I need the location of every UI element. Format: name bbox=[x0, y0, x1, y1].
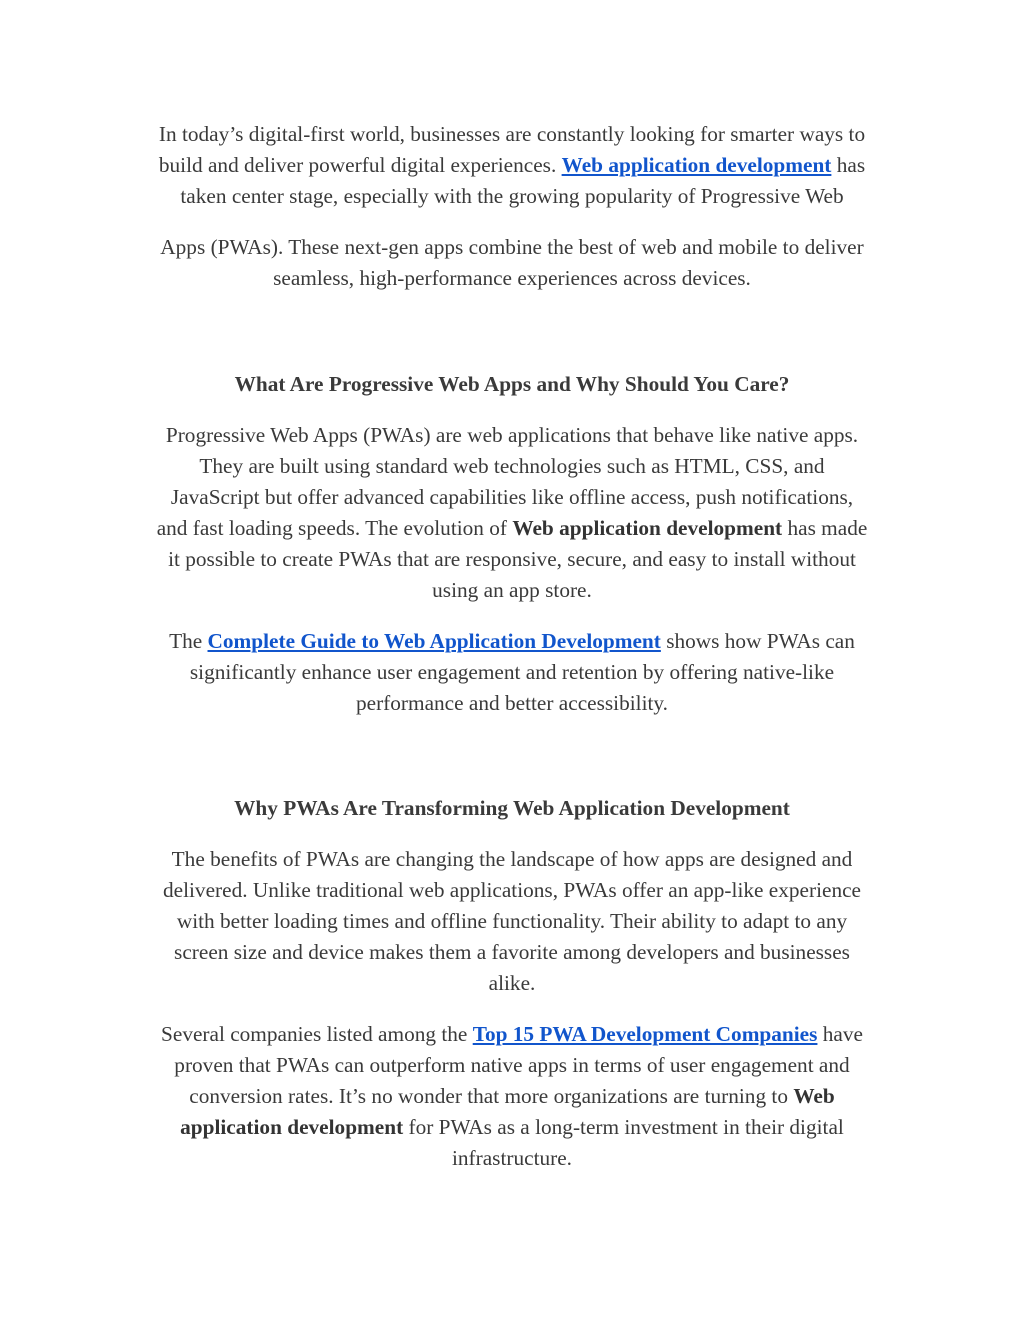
text-line: with better loading times and offline functionality. Their ability to adapt to any bbox=[176, 909, 848, 933]
complete-guide-link[interactable]: Complete Guide to Web Application Development bbox=[207, 629, 661, 653]
text-line: They are built using standard web technologies such as HTML, CSS, and bbox=[199, 454, 825, 478]
text-line: JavaScript but offer advanced capabilities like offline access, push notifications, bbox=[170, 485, 854, 509]
bold-keyword: application development bbox=[180, 1115, 404, 1139]
intro-paragraph-continued bbox=[112, 232, 912, 294]
text-line: and fast loading speeds. The evolution of bbox=[156, 516, 513, 540]
top-15-pwa-companies-link[interactable]: Top 15 PWA Development Companies bbox=[472, 1022, 818, 1046]
complete-guide-paragraph bbox=[112, 626, 912, 719]
text-line: it possible to create PWAs that are responsive, secure, and easy to install without bbox=[168, 547, 856, 571]
text-line: taken center stage, especially with the growing popularity of Progressive Web bbox=[180, 184, 844, 208]
text-line: delivered. Unlike traditional web applications, PWAs offer an app-like experience bbox=[162, 878, 861, 902]
text-line: performance and better accessibility. bbox=[355, 691, 668, 715]
text-line: has bbox=[831, 153, 866, 177]
text-line: alike. bbox=[488, 971, 536, 995]
section-heading-what-are-pwas: What Are Progressive Web Apps and Why Should You Care? bbox=[234, 372, 790, 396]
intro-paragraph bbox=[112, 119, 912, 212]
text-line: Progressive Web Apps (PWAs) are web applications that behave like native apps. bbox=[165, 423, 859, 447]
text-line: shows how PWAs can bbox=[660, 629, 855, 653]
text-line: Several companies listed among the bbox=[161, 1022, 473, 1046]
pwa-benefits-paragraph bbox=[112, 844, 912, 999]
web-application-development-link[interactable]: Web application development bbox=[561, 153, 832, 177]
pwa-definition-paragraph bbox=[112, 420, 912, 606]
text-line: screen size and device makes them a favorite among developers and businesses bbox=[174, 940, 850, 964]
text-line: build and deliver powerful digital experiences. bbox=[158, 153, 562, 177]
text-line: using an app store. bbox=[432, 578, 592, 602]
text-line: The bbox=[169, 629, 208, 653]
text-line: for PWAs as a long-term investment in their digital bbox=[403, 1115, 844, 1139]
text-line: seamless, high-performance experiences across devices. bbox=[273, 266, 751, 290]
bold-keyword: Web application development bbox=[512, 516, 783, 540]
section-heading-why-pwas: Why PWAs Are Transforming Web Application Development bbox=[234, 796, 790, 820]
top-companies-paragraph bbox=[112, 1019, 912, 1174]
text-line: infrastructure. bbox=[451, 1146, 573, 1170]
text-line: significantly enhance user engagement and retention by offering native-like bbox=[189, 660, 835, 684]
text-line: conversion rates. It’s no wonder that more organizations are turning to bbox=[189, 1084, 794, 1108]
text-line: In today’s digital-first world, businesses are constantly looking for smarter ways to bbox=[158, 122, 866, 146]
text-line: The benefits of PWAs are changing the landscape of how apps are designed and bbox=[171, 847, 853, 871]
text-line: Apps (PWAs). These next-gen apps combine the best of web and mobile to deliver bbox=[160, 235, 864, 259]
text-line: have bbox=[817, 1022, 863, 1046]
text-line: has made bbox=[782, 516, 868, 540]
text-line: proven that PWAs can outperform native apps in terms of user engagement and bbox=[174, 1053, 850, 1077]
bold-keyword: Web bbox=[793, 1084, 835, 1108]
